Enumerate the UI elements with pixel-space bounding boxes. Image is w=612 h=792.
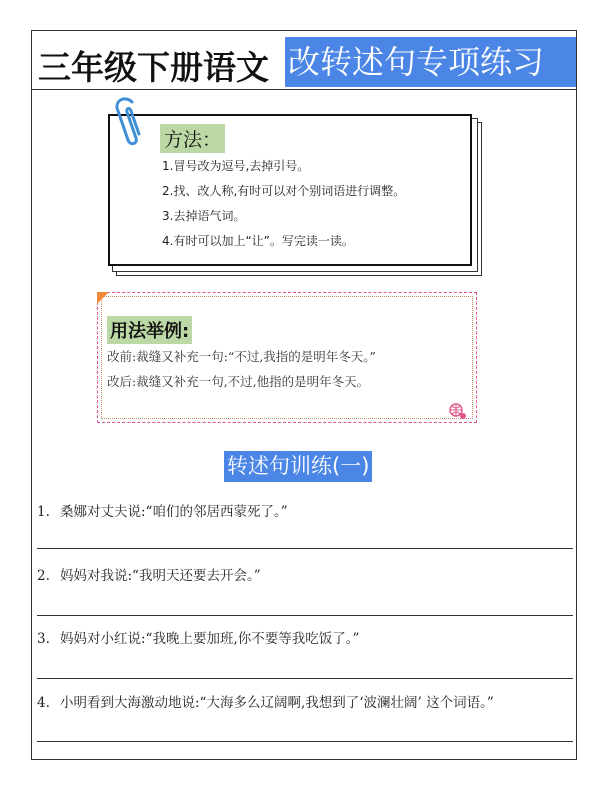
question-text: 妈妈对我说:“我明天还要去开会。” bbox=[60, 568, 261, 584]
page-title-grade: 三年级下册语文 bbox=[38, 48, 269, 87]
globe-icon bbox=[448, 402, 468, 420]
corner-tab-icon bbox=[97, 292, 109, 304]
method-heading: 方法： bbox=[160, 124, 225, 153]
question-4 bbox=[37, 691, 494, 711]
method-item: 3.去掉语气词。 bbox=[162, 209, 246, 223]
question-text: 妈妈对小红说:“我晚上要加班,你不要等我吃饭了。” bbox=[60, 631, 360, 647]
question-2 bbox=[37, 564, 261, 584]
question-number: 3. bbox=[37, 631, 50, 647]
answer-line[interactable] bbox=[37, 615, 573, 616]
title-divider bbox=[31, 89, 577, 90]
question-text: 小明看到大海激动地说:“大海多么辽阔啊,我想到了‘波澜壮阔’ 这个词语。” bbox=[60, 695, 494, 711]
answer-line[interactable] bbox=[37, 741, 573, 742]
method-item: 1.冒号改为逗号,去掉引号。 bbox=[162, 159, 310, 173]
paperclip-icon bbox=[108, 96, 152, 156]
question-3 bbox=[37, 627, 359, 647]
usage-after: 改后:裁缝又补充一句,不过,他指的是明年冬天。 bbox=[107, 374, 370, 389]
exercise-heading: 转述句训练(一) bbox=[224, 451, 372, 482]
question-1 bbox=[37, 500, 288, 520]
usage-heading: 用法举例: bbox=[107, 316, 192, 344]
question-number: 1. bbox=[37, 504, 50, 520]
method-item: 4.有时可以加上“让”。写完读一读。 bbox=[162, 234, 354, 248]
answer-line[interactable] bbox=[37, 548, 573, 549]
question-number: 4. bbox=[37, 695, 50, 711]
usage-before: 改前:裁缝又补充一句:“不过,我指的是明年冬天。” bbox=[107, 349, 376, 364]
question-text: 桑娜对丈夫说:“咱们的邻居西蒙死了。” bbox=[60, 504, 288, 520]
page-title-topic: 改转述句专项练习 bbox=[285, 37, 576, 87]
method-item: 2.找、改人称,有时可以对个别词语进行调整。 bbox=[162, 184, 406, 198]
question-number: 2. bbox=[37, 568, 50, 584]
answer-line[interactable] bbox=[37, 678, 573, 679]
